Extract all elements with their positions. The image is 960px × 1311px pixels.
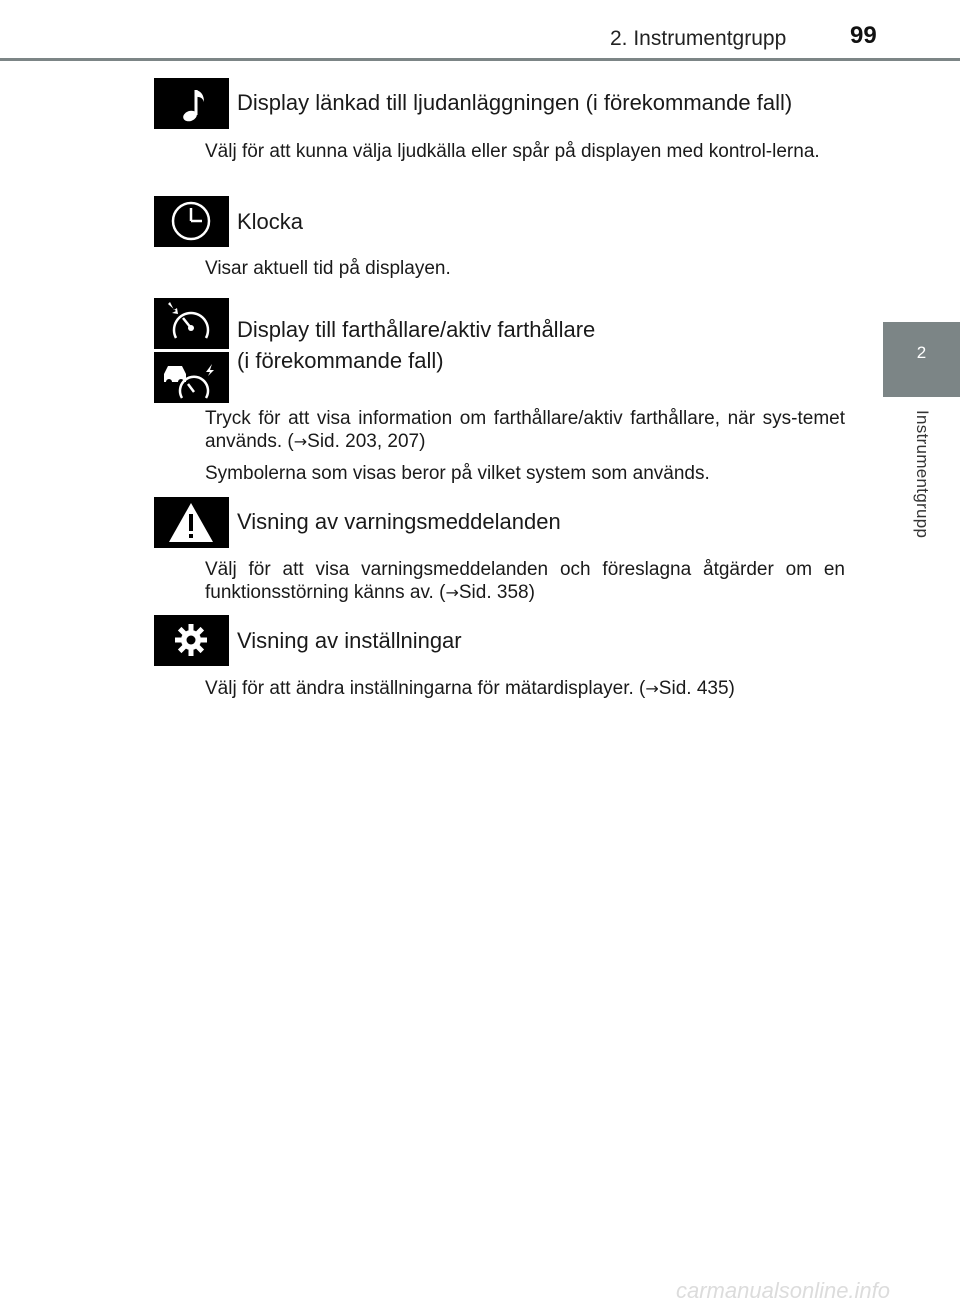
page-number: 99 (850, 22, 877, 49)
page-reference-link[interactable]: Sid. 203, 207) (307, 431, 426, 452)
section-heading-clock: Klocka (237, 209, 304, 234)
footer-watermark: carmanualsonline.info (676, 1278, 891, 1303)
clock-icon (154, 196, 229, 247)
section-heading-settings: Visning av inställningar (237, 628, 462, 653)
section-body-clock: Visar aktuell tid på displayen. (205, 258, 451, 279)
body-text: Välj för att ändra inställningarna för mätardisplayer. ( (205, 678, 646, 699)
page-reference-link[interactable]: Sid. 358) (458, 582, 535, 603)
section-heading-warning: Visning av varningsmeddelanden (237, 509, 561, 534)
section-body-cruise-note: Symbolerna som visas beror på vilket system som används. (205, 463, 710, 484)
arrow-icon: → (293, 432, 308, 451)
chapter-tab (883, 322, 960, 397)
music-note-icon (154, 78, 229, 129)
section-body-settings (205, 677, 845, 700)
page-reference-link[interactable]: Sid. 435) (658, 678, 735, 699)
chapter-number: 2 (916, 343, 927, 362)
section-body-audio: Välj för att kunna välja ljudkälla eller spår på displayen med kontrol-lerna. (205, 141, 820, 162)
section-heading-audio: Display länkad till ljudanläggningen (i förekommande fall) (237, 90, 793, 115)
running-header-title: 2. Instrumentgrupp (610, 27, 787, 50)
chapter-label: Instrumentgrupp (913, 410, 932, 539)
section-heading-cruise: Display till farthållare/aktiv farthållare (237, 317, 596, 342)
arrow-icon: → (445, 583, 459, 602)
adaptive-cruise-control-icon (154, 352, 229, 403)
body-text: Välj för att visa varningsmeddelanden och föreslagna åtgärder om en funktionsstörning känns av. ( (205, 559, 845, 603)
gear-icon (154, 615, 229, 666)
warning-triangle-icon (154, 497, 229, 548)
cruise-control-icon (154, 298, 229, 349)
header-rule (0, 58, 960, 61)
arrow-icon: → (645, 679, 659, 698)
body-text: Tryck för att visa information om farthållare/aktiv farthållare, när sys-temet används. ( (205, 408, 845, 452)
section-heading-cruise-line2: (i förekommande fall) (237, 348, 444, 373)
section-body-cruise (205, 407, 845, 453)
section-body-warning (205, 558, 845, 604)
